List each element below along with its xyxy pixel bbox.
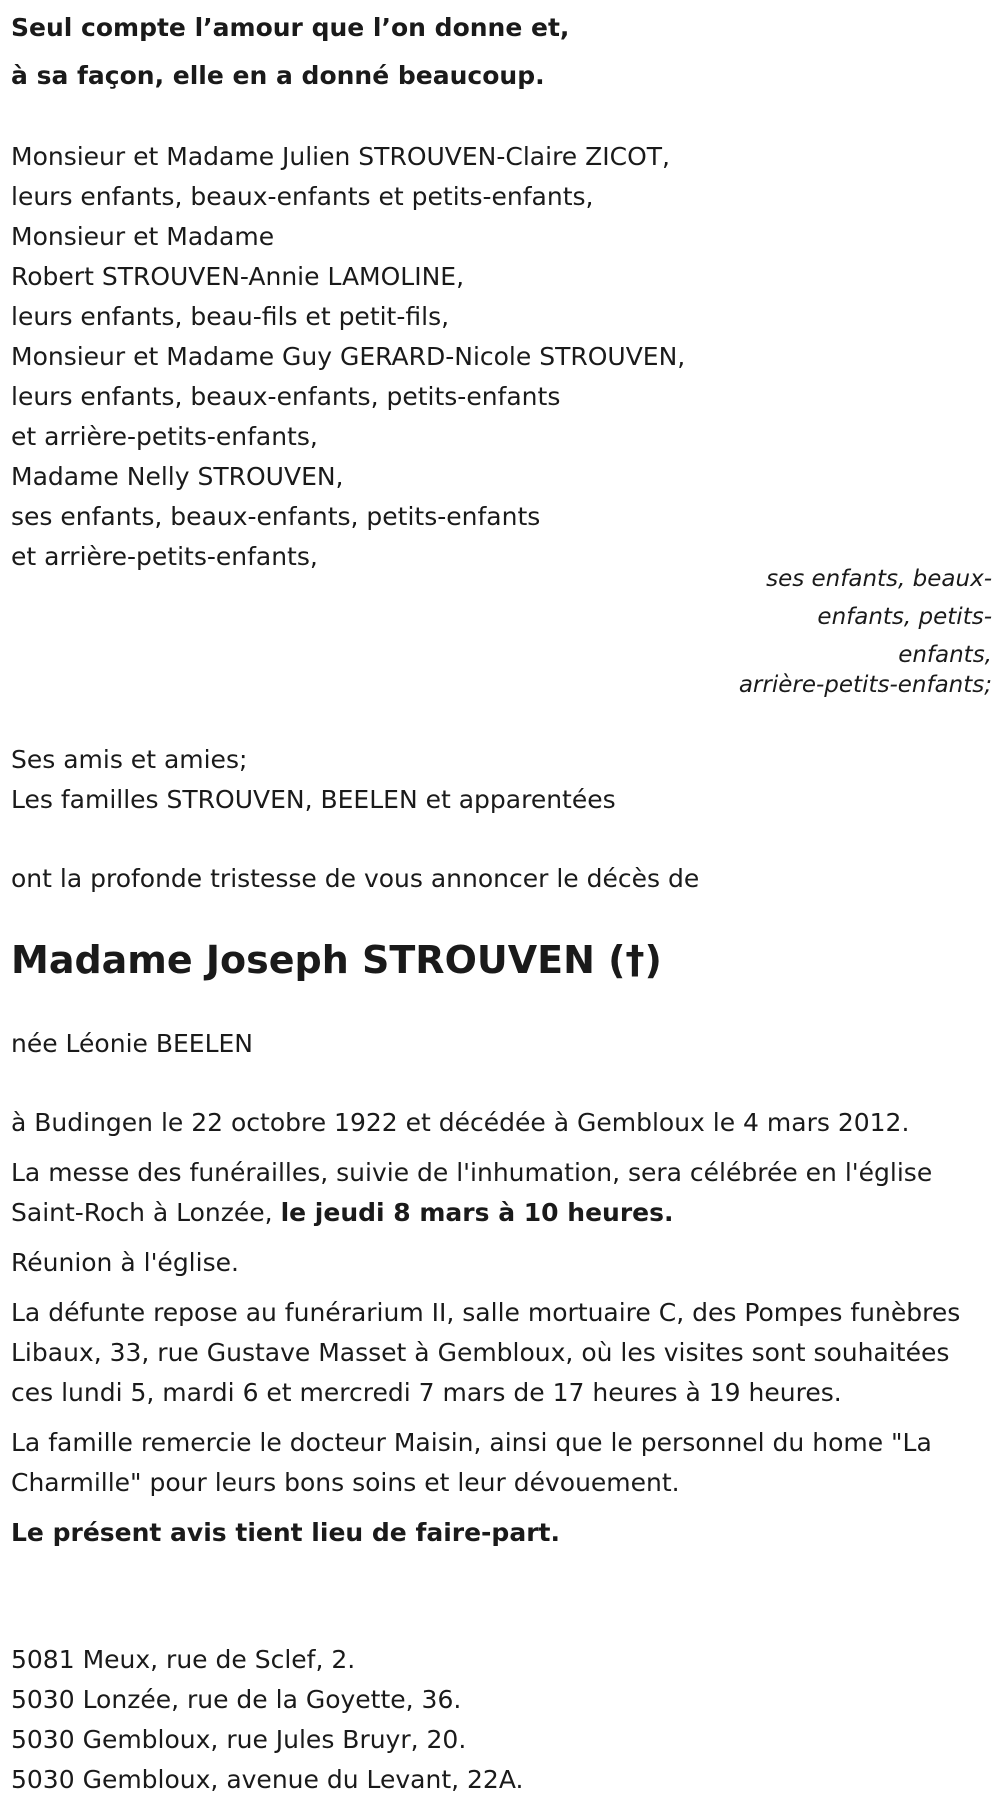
mass-datetime: le jeudi 8 mars à 10 heures.: [280, 1198, 674, 1227]
family-line: leurs enfants, beaux-enfants, petits-enfants: [11, 382, 561, 411]
details-block: [11, 1103, 999, 1563]
birth-name: née Léonie BEELEN: [11, 1029, 254, 1058]
address-list: [11, 1640, 523, 1800]
address-line: 5030 Gembloux, avenue du Levant, 22A.: [11, 1765, 524, 1794]
friends-line: Les familles STROUVEN, BEELEN et apparentées: [11, 785, 616, 814]
address-line: 5030 Lonzée, rue de la Goyette, 36.: [11, 1685, 462, 1714]
deceased-name-title: Madame Joseph STROUVEN (†): [11, 938, 662, 982]
family-list: [11, 137, 685, 577]
address-line: 5030 Gembloux, rue Jules Bruyr, 20.: [11, 1725, 467, 1754]
dates-paragraph: à Budingen le 22 octobre 1922 et décédée à Gembloux le 4 mars 2012.: [11, 1108, 910, 1137]
family-line: Madame Nelly STROUVEN,: [11, 462, 344, 491]
address-line: 5081 Meux, rue de Sclef, 2.: [11, 1645, 356, 1674]
side-note-grandchildren: ses enfants, beaux-enfants, petits-enfants,: [766, 566, 992, 668]
thanks-paragraph: La famille remercie le docteur Maisin, ainsi que le personnel du home "La Charmille" pour leurs bons soins et leur dévouement.: [11, 1428, 932, 1497]
reunion-paragraph: Réunion à l'église.: [11, 1248, 239, 1277]
family-line: Monsieur et Madame: [11, 222, 275, 251]
side-note-great-grandchildren: arrière-petits-enfants;: [738, 672, 992, 698]
family-line: leurs enfants, beau-fils et petit-fils,: [11, 302, 450, 331]
friends-line: Ses amis et amies;: [11, 745, 248, 774]
intro-quote-line-1: Seul compte l’amour que l’on donne et,: [11, 13, 570, 42]
mass-paragraph: [11, 1153, 999, 1233]
family-line: Monsieur et Madame Julien STROUVEN-Claire ZICOT,: [11, 142, 670, 171]
announcement-text: ont la profonde tristesse de vous annoncer le décès de: [11, 864, 700, 893]
family-line: Monsieur et Madame Guy GERARD-Nicole STROUVEN,: [11, 342, 686, 371]
family-line: leurs enfants, beaux-enfants et petits-enfants,: [11, 182, 594, 211]
family-line: ses enfants, beaux-enfants, petits-enfants: [11, 502, 541, 531]
intro-quote-line-2: à sa façon, elle en a donné beaucoup.: [11, 61, 545, 90]
friends-block: [11, 740, 616, 820]
family-line: et arrière-petits-enfants,: [11, 422, 318, 451]
visits-paragraph: La défunte repose au funérarium II, salle mortuaire C, des Pompes funèbres Libaux, 33, rue Gustave Masset à Gembloux, où les visites sont souhaitées ces lundi 5, mardi 6 et mercredi 7 mars de 17 heures à 19 heures.: [11, 1298, 961, 1407]
mass-text: La messe des funérailles, suivie de l'inhumation, sera célébrée en l'église Saint-Roch à Lonzée,: [11, 1158, 933, 1227]
notice-paragraph: Le présent avis tient lieu de faire-part.: [11, 1518, 560, 1547]
family-line: Robert STROUVEN-Annie LAMOLINE,: [11, 262, 465, 291]
family-line: et arrière-petits-enfants,: [11, 542, 318, 571]
